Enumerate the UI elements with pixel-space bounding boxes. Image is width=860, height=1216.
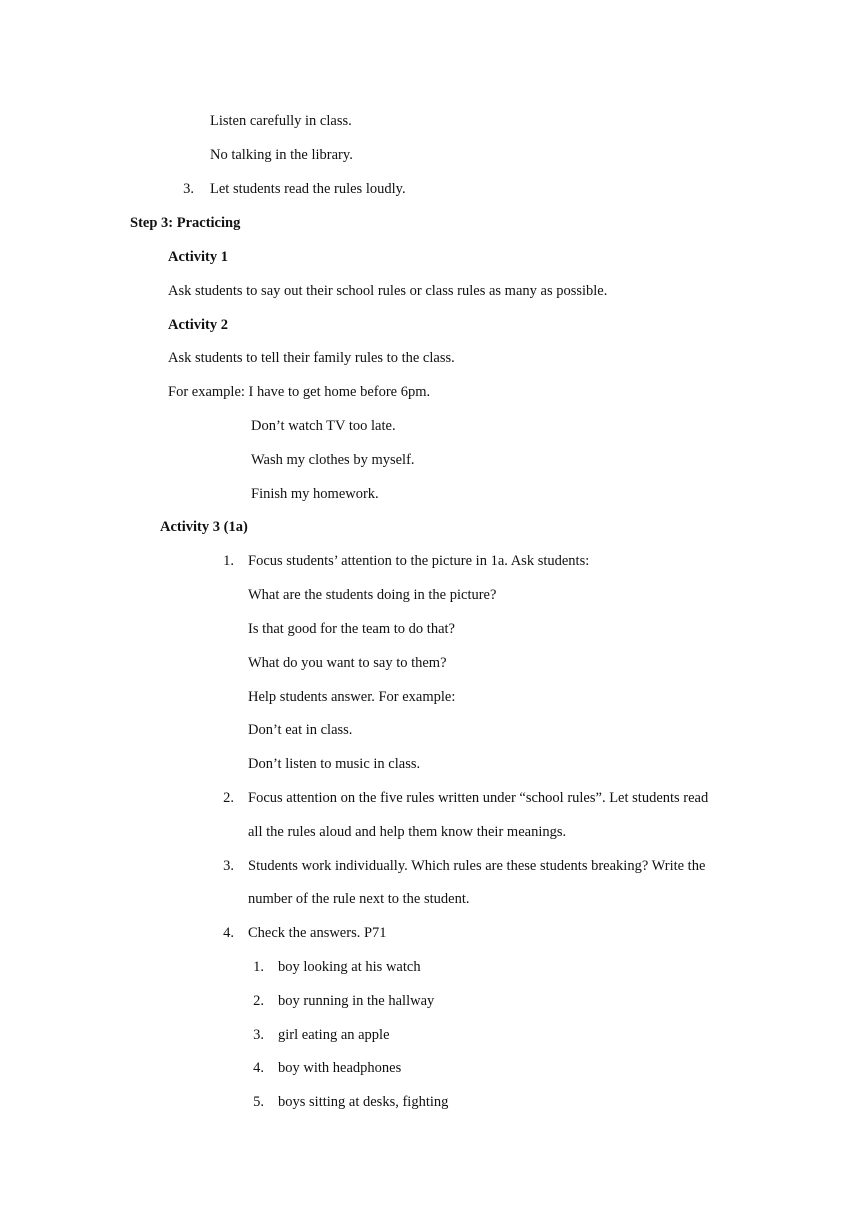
list-item-text: Focus attention on the five rules written under “school rules”. Let students read (248, 790, 709, 806)
list-item-text: What do you want to say to them? (248, 655, 447, 671)
activity-text: Ask students to say out their school rules or class rules as many as possible. (168, 283, 608, 299)
example-intro: For example: I have to get home before 6pm. (168, 384, 431, 400)
list-number: 2. (223, 790, 234, 806)
answer-text: boy running in the hallway (278, 993, 435, 1009)
list-item-text: Check the answers. P71 (248, 925, 387, 941)
answer-text: boys sitting at desks, fighting (278, 1094, 449, 1110)
answer-number: 2. (253, 993, 264, 1009)
activity-heading: Activity 3 (1a) (160, 519, 248, 535)
list-item-text: Don’t eat in class. (248, 722, 353, 738)
example-line: Wash my clothes by myself. (251, 452, 415, 468)
activity-heading: Activity 1 (168, 249, 228, 265)
answer-text: boy with headphones (278, 1060, 402, 1076)
activity-text: Ask students to tell their family rules to the class. (168, 350, 455, 366)
answer-text: girl eating an apple (278, 1027, 390, 1043)
answer-text: boy looking at his watch (278, 959, 421, 975)
list-item-text: number of the rule next to the student. (248, 891, 470, 907)
list-number: 3. (223, 858, 234, 874)
answer-number: 3. (253, 1027, 264, 1043)
list-item-text: Students work individually. Which rules are these students breaking? Write the (248, 858, 706, 874)
list-number: 1. (223, 553, 234, 569)
list-item-text: What are the students doing in the picture? (248, 587, 497, 603)
answer-number: 1. (253, 959, 264, 975)
list-number: 4. (223, 925, 234, 941)
example-line: Don’t watch TV too late. (251, 418, 396, 434)
list-item-text: Don’t listen to music in class. (248, 756, 421, 772)
example-line: Finish my homework. (251, 486, 379, 502)
list-item-text: Help students answer. For example: (248, 689, 456, 705)
rule-line: No talking in the library. (210, 147, 353, 163)
list-item-text: Is that good for the team to do that? (248, 621, 455, 637)
list-item-text: all the rules aloud and help them know their meanings. (248, 824, 567, 840)
list-item-text: Let students read the rules loudly. (210, 181, 406, 197)
activity-heading: Activity 2 (168, 317, 228, 333)
list-number: 3. (183, 181, 194, 197)
answer-number: 4. (253, 1060, 264, 1076)
answer-number: 5. (253, 1094, 264, 1110)
step-heading: Step 3: Practicing (130, 215, 241, 231)
rule-line: Listen carefully in class. (210, 113, 352, 129)
list-item-text: Focus students’ attention to the picture in 1a. Ask students: (248, 553, 590, 569)
